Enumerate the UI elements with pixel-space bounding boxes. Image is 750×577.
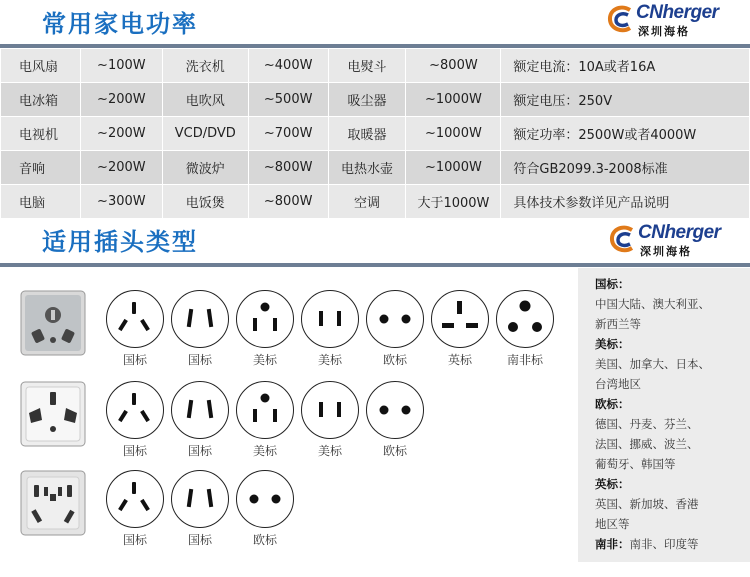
appliance-power: ~700W [248, 117, 328, 151]
appliance-name: 电脑 [1, 185, 81, 219]
appliance-name: 电风扇 [1, 49, 81, 83]
socket-eu-2pin-icon [366, 290, 424, 348]
socket-label: 国标 [122, 444, 147, 458]
section-title-appliance-power: 常用家电功率 [42, 10, 198, 38]
appliance-power: ~1000W [406, 151, 501, 185]
spec-note: 额定电压：250V [501, 83, 750, 117]
note-body: 葡萄牙、韩国等 [595, 457, 676, 471]
socket-label: 国标 [122, 353, 147, 367]
note-body: 德国、丹麦、芬兰、 [595, 417, 699, 431]
note-body: 美国、加拿大、日本、 [595, 357, 710, 371]
socket-us-3pin-icon [236, 290, 294, 348]
socket-us-3pin-icon [236, 381, 294, 439]
appliance-power: ~500W [248, 83, 328, 117]
brand-logo-2 [608, 220, 721, 260]
appliance-name: 洗衣机 [162, 49, 248, 83]
socket-guobiao-2pin-icon [171, 470, 229, 528]
note-body: 南非、印度等 [629, 537, 699, 551]
spec-note: 额定功率：2500W或者4000W [501, 117, 750, 151]
socket-label: 美标 [252, 444, 277, 458]
table-row [1, 117, 750, 151]
appliance-name: 电视机 [1, 117, 81, 151]
socket-label: 国标 [187, 444, 212, 458]
note-body: 台湾地区 [595, 377, 641, 391]
spec-note: 具体技术参数详见产品说明 [501, 185, 750, 219]
appliance-power: ~300W [80, 185, 162, 219]
appliance-power: 大于1000W [406, 185, 501, 219]
appliance-name: 空调 [328, 185, 406, 219]
note-body: 中国大陆、澳大利亚、 [595, 297, 710, 311]
appliance-name: VCD/DVD [162, 117, 248, 151]
appliance-power: ~100W [80, 49, 162, 83]
plate-universal-multi [20, 290, 86, 356]
appliance-name: 吸尘器 [328, 83, 406, 117]
note-body: 法国、挪威、波兰、 [595, 437, 699, 451]
appliance-power: ~800W [248, 151, 328, 185]
appliance-name: 电熨斗 [328, 49, 406, 83]
table-row [1, 49, 750, 83]
standards-notes-panel [578, 268, 750, 562]
socket-guobiao-2pin-icon [171, 290, 229, 348]
socket-eu-2pin-icon [366, 381, 424, 439]
socket-label: 美标 [252, 353, 277, 367]
socket-guobiao-3pin-icon [106, 470, 164, 528]
appliance-power: ~1000W [406, 83, 501, 117]
brand-logo [606, 0, 719, 40]
socket-eu-2pin-icon [236, 470, 294, 528]
appliance-power: ~200W [80, 83, 162, 117]
note-nanfei [595, 534, 750, 554]
appliance-name: 电饭煲 [162, 185, 248, 219]
appliance-power: ~400W [248, 49, 328, 83]
socket-label: 欧标 [252, 533, 277, 547]
socket-label: 欧标 [382, 444, 407, 458]
socket-label: 欧标 [382, 353, 407, 367]
plate-universal-white [20, 381, 86, 447]
socket-label: 美标 [317, 444, 342, 458]
socket-guobiao-3pin-icon [106, 290, 164, 348]
brand-logo-icon [606, 2, 636, 36]
appliance-name: 电吹风 [162, 83, 248, 117]
socket-guobiao-3pin-icon [106, 381, 164, 439]
brand-chinese-name: 深圳海格 [638, 25, 690, 38]
note-heading: 欧标： [595, 397, 630, 411]
socket-uk-3pin-icon [431, 290, 489, 348]
note-heading: 南非： [595, 537, 630, 551]
appliance-name: 取暖器 [328, 117, 406, 151]
section-header-appliance-power [0, 0, 750, 44]
brand-name: CNherger [638, 222, 721, 243]
section-title-plug-types: 适用插头类型 [42, 228, 198, 256]
plate-five-hole [20, 470, 86, 536]
socket-label: 国标 [187, 533, 212, 547]
note-body: 地区等 [595, 517, 630, 531]
note-heading: 美标： [595, 337, 630, 351]
appliance-name: 音响 [1, 151, 81, 185]
socket-guobiao-2pin-icon [171, 381, 229, 439]
appliance-name: 电冰箱 [1, 83, 81, 117]
socket-label: 国标 [187, 353, 212, 367]
appliance-power: ~1000W [406, 117, 501, 151]
note-heading: 英标： [595, 477, 630, 491]
note-body: 新西兰等 [595, 317, 641, 331]
table-row [1, 83, 750, 117]
appliance-power: ~200W [80, 117, 162, 151]
table-row [1, 185, 750, 219]
socket-label: 美标 [317, 353, 342, 367]
table-row [1, 151, 750, 185]
socket-sa-3pin-icon [496, 290, 554, 348]
note-body: 英国、新加坡、香港 [595, 497, 699, 511]
section-header-plug-types [0, 218, 750, 262]
header-divider-2 [0, 263, 750, 267]
note-heading: 国标： [595, 277, 630, 291]
appliance-power: ~200W [80, 151, 162, 185]
socket-us-2pin-icon [301, 290, 359, 348]
socket-label: 英标 [447, 353, 472, 367]
spec-note: 额定电流：10A或者16A [501, 49, 750, 83]
appliance-power: ~800W [406, 49, 501, 83]
appliance-power-table [0, 48, 750, 219]
appliance-name: 微波炉 [162, 151, 248, 185]
socket-us-2pin-icon [301, 381, 359, 439]
brand-chinese-name: 深圳海格 [640, 245, 692, 258]
socket-label: 南非标 [506, 353, 543, 367]
appliance-power: ~800W [248, 185, 328, 219]
spec-note: 符合GB2099.3-2008标准 [501, 151, 750, 185]
appliance-name: 电热水壶 [328, 151, 406, 185]
brand-logo-icon [608, 222, 638, 256]
socket-label: 国标 [122, 533, 147, 547]
brand-name: CNherger [636, 2, 719, 23]
